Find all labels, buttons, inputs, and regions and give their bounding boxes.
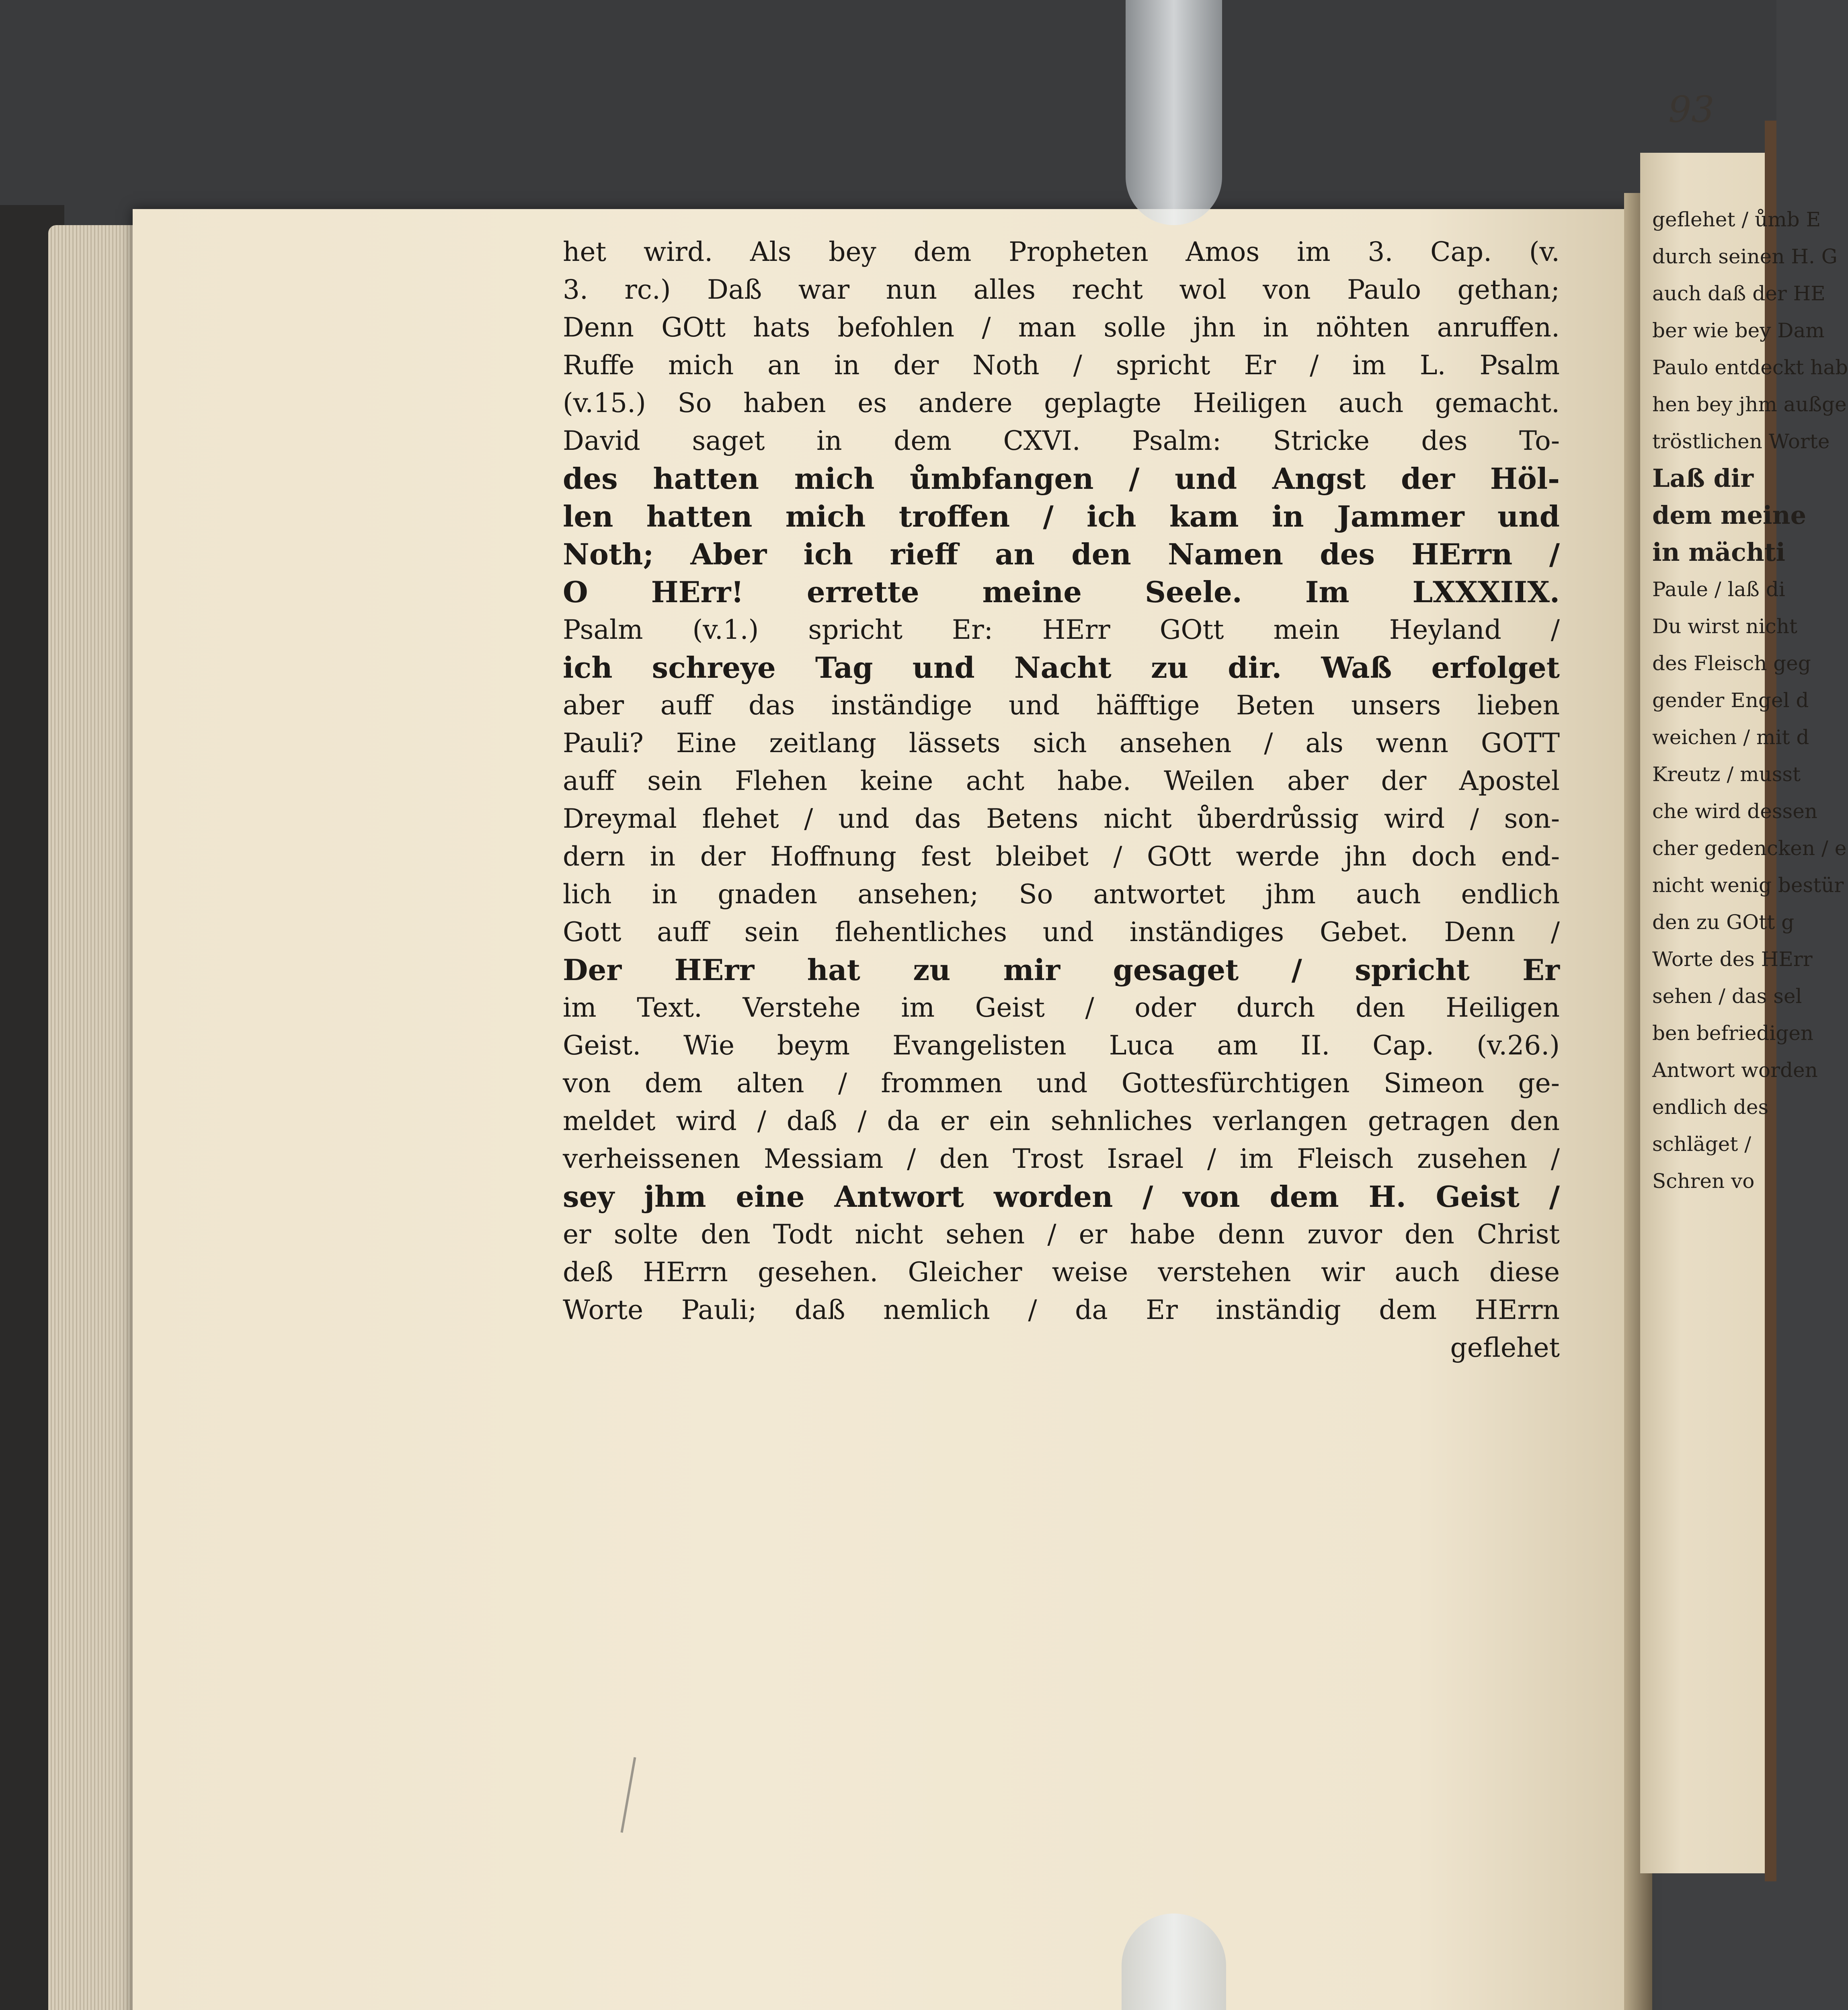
text-line: O HErr! errette meine Seele. Im LXXXIIX. xyxy=(563,575,1560,609)
facing-text-line: che wird dessen xyxy=(1652,800,1817,823)
facing-text-line: Schren vo xyxy=(1652,1169,1755,1193)
text-line: meldet wird / daß / da er ein sehnliches verlangen getragen den xyxy=(563,1106,1560,1136)
text-line: sey jhm eine Antwort worden / von dem H. Geist / xyxy=(563,1179,1560,1214)
text-line: des hatten mich ůmbfangen / und Angst der Höl- xyxy=(563,461,1560,496)
text-line: aber auff das inständige und häfftige Beten unsers lieben xyxy=(563,690,1560,721)
page-clip-top xyxy=(1126,0,1222,225)
text-line: auff sein Flehen keine acht habe. Weilen aber der Apostel xyxy=(563,765,1560,796)
facing-text-line: nicht wenig bestür xyxy=(1652,874,1844,897)
text-line: 3. rc.) Daß war nun alles recht wol von Paulo gethan; xyxy=(563,274,1560,305)
facing-text-line: gender Engel d xyxy=(1652,689,1809,712)
text-line: Psalm (v.1.) spricht Er: HErr GOtt mein Heyland / xyxy=(563,614,1560,645)
text-line: Dreymal flehet / und das Betens nicht ůberdrůssig wird / son- xyxy=(563,803,1560,834)
facing-text-line: durch seinen H. G xyxy=(1652,245,1838,268)
facing-text-line: Paule / laß di xyxy=(1652,578,1785,601)
catchword: geflehet xyxy=(1450,1332,1560,1363)
facing-text-line: tröstlichen Worte xyxy=(1652,430,1830,453)
facing-text-line: dem meine xyxy=(1652,500,1807,530)
text-line: len hatten mich troffen / ich kam in Jammer und xyxy=(563,499,1560,533)
text-line: von dem alten / frommen und Gottesfürchtigen Simeon ge- xyxy=(563,1068,1560,1099)
text-line: Gott auff sein flehentliches und inständiges Gebet. Denn / xyxy=(563,917,1560,948)
text-line: im Text. Verstehe im Geist / oder durch den Heiligen xyxy=(563,992,1560,1023)
text-line: lich in gnaden ansehen; So antwortet jhm auch endlich xyxy=(563,879,1560,910)
facing-text-line: Laß dir xyxy=(1652,464,1754,493)
text-line: er solte den Todt nicht sehen / er habe denn zuvor den Christ xyxy=(563,1219,1560,1250)
text-line: ich schreye Tag und Nacht zu dir. Waß erfolget xyxy=(563,650,1560,685)
facing-text-line: Paulo entdeckt hab xyxy=(1652,356,1848,379)
text-line: Denn GOtt hats befohlen / man solle jhn in nöhten anruffen. xyxy=(563,312,1560,343)
facing-page-text xyxy=(1652,201,1848,1200)
facing-text-line: in mächti xyxy=(1652,537,1786,567)
facing-text-line: geflehet / ůmb E xyxy=(1652,208,1821,231)
text-line: Worte Pauli; daß nemlich / da Er inständig dem HErrn xyxy=(563,1294,1560,1325)
facing-text-line: ber wie bey Dam xyxy=(1652,319,1825,342)
facing-text-line: Du wirst nicht xyxy=(1652,615,1798,638)
text-line: Geist. Wie beym Evangelisten Luca am II. Cap. (v.26.) xyxy=(563,1030,1560,1061)
facing-text-line: ben befriedigen xyxy=(1652,1021,1814,1045)
text-line: het wird. Als bey dem Propheten Amos im 3. Cap. (v. xyxy=(563,236,1560,267)
facing-page-number: 93 xyxy=(1668,88,1715,131)
facing-text-line: schläget / xyxy=(1652,1132,1752,1156)
main-text-block xyxy=(563,233,1560,1367)
facing-text-line: Worte des HErr xyxy=(1652,948,1813,971)
text-line: David saget in dem CXVI. Psalm: Stricke des To- xyxy=(563,425,1560,456)
text-line: deß HErrn gesehen. Gleicher weise verstehen wir auch diese xyxy=(563,1257,1560,1288)
facing-text-line: hen bey jhm außge xyxy=(1652,393,1847,416)
text-line: verheissenen Messiam / den Trost Israel / im Fleisch zusehen / xyxy=(563,1143,1560,1174)
text-line: Der HErr hat zu mir gesaget / spricht Er xyxy=(563,953,1560,987)
text-line: Noth; Aber ich rieff an den Namen des HErrn / xyxy=(563,537,1560,571)
facing-text-line: des Fleisch geg xyxy=(1652,652,1811,675)
facing-text-line: endlich des xyxy=(1652,1095,1769,1119)
text-line: Pauli? Eine zeitlang lässets sich ansehen / als wenn GOTT xyxy=(563,728,1560,759)
facing-text-line: den zu GOtt g xyxy=(1652,911,1795,934)
facing-text-line: Antwort worden xyxy=(1652,1058,1818,1082)
facing-text-line: Kreutz / musst xyxy=(1652,763,1801,786)
text-line: Ruffe mich an in der Noth / spricht Er / im L. Psalm xyxy=(563,350,1560,381)
facing-text-line: cher gedencken / e xyxy=(1652,837,1847,860)
facing-text-line: weichen / mit d xyxy=(1652,726,1809,749)
facing-text-line: sehen / das sel xyxy=(1652,984,1802,1008)
scan-backdrop-top xyxy=(0,0,1776,225)
facing-text-line: auch daß der HE xyxy=(1652,282,1825,305)
text-line: dern in der Hoffnung fest bleibet / GOtt werde jhn doch end- xyxy=(563,841,1560,872)
text-line: (v.15.) So haben es andere geplagte Heiligen auch gemacht. xyxy=(563,388,1560,418)
